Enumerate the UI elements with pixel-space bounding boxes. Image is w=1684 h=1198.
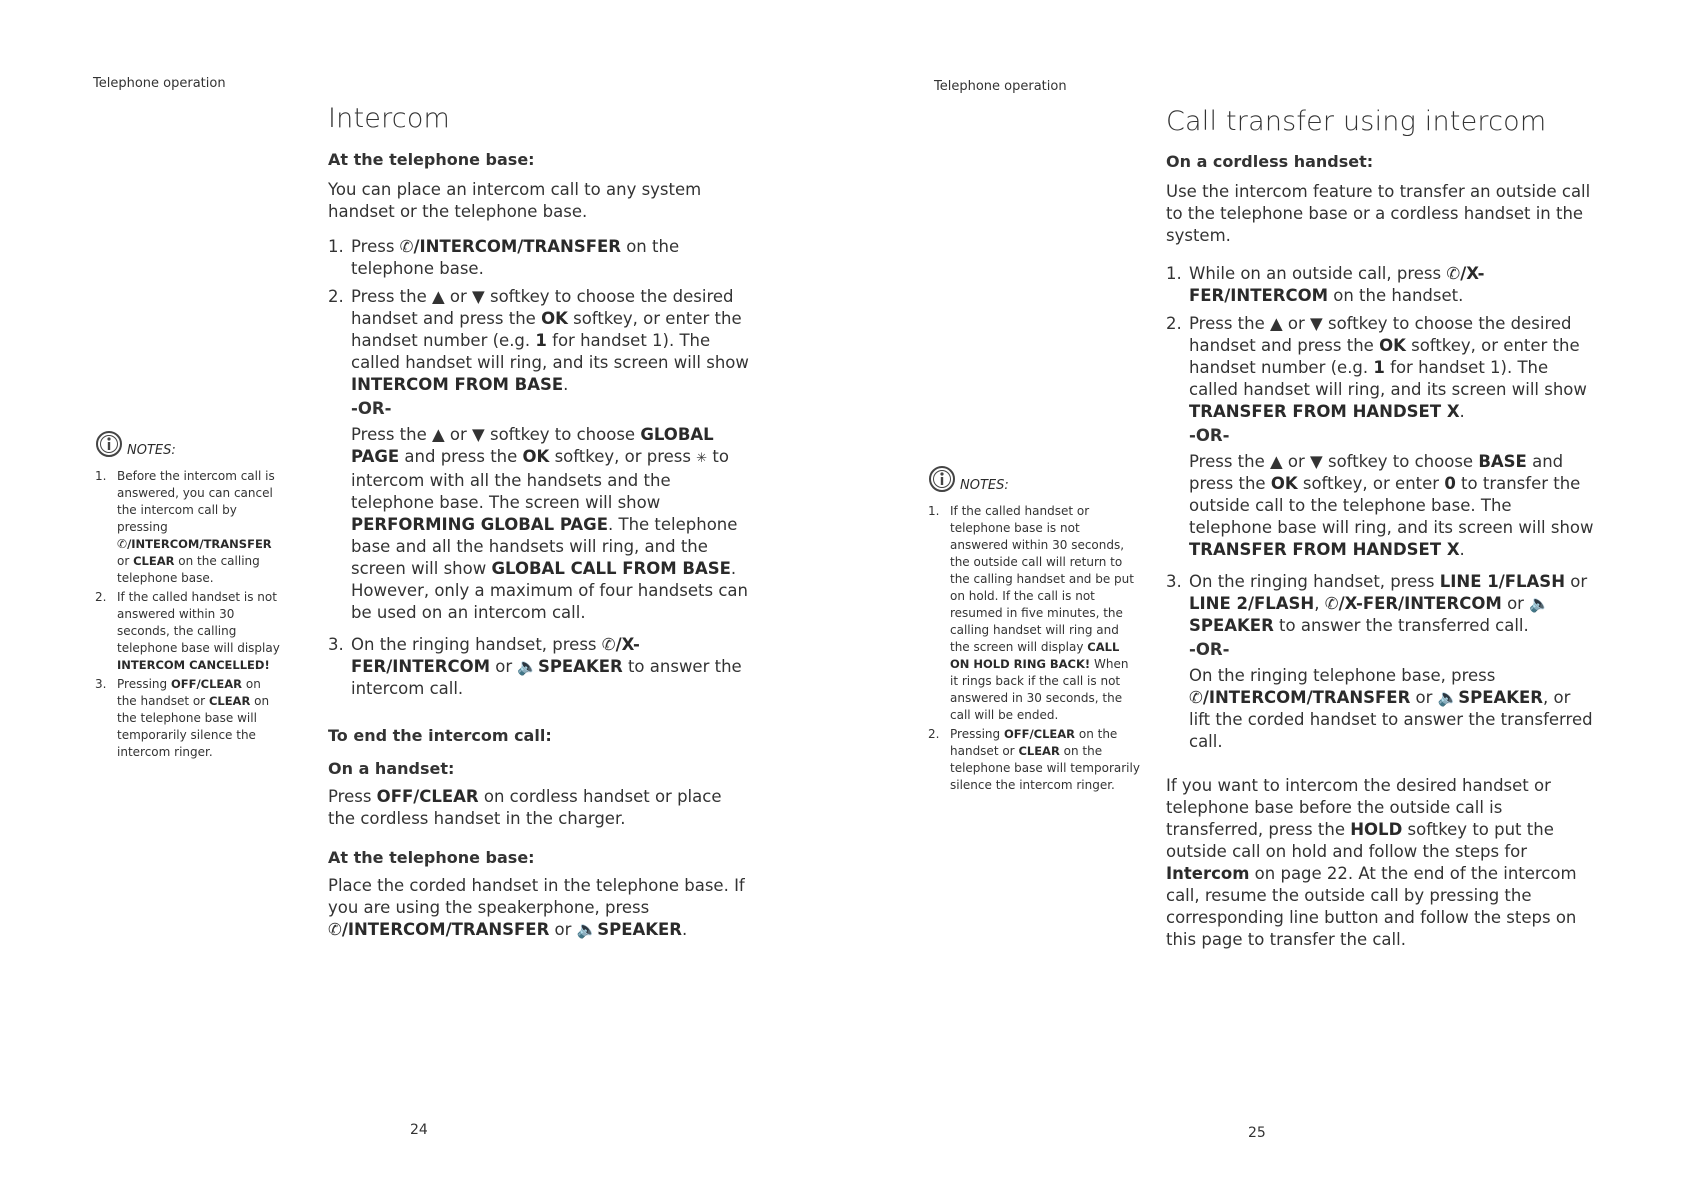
screen-message: PERFORMING GLOBAL PAGE — [351, 515, 608, 534]
notes-label: NOTES: — [127, 443, 176, 458]
text: to answer the transferred call. — [1273, 616, 1529, 635]
key-clear: CLEAR — [1018, 744, 1060, 758]
text: When it rings back if the call is not answered in 30 seconds, the call will be ended. — [950, 657, 1129, 722]
subheading-on-cordless-handset: On a cordless handset: — [1166, 152, 1374, 171]
screen-message: CALL ON HOLD RING BACK! — [950, 640, 1120, 671]
text: softkey to put the outside call on hold and follow the steps for — [1166, 820, 1554, 861]
step-number: 2. — [328, 287, 344, 306]
text: Press the ▲ or ▼ softkey to choose the desired handset and press the — [1189, 314, 1572, 355]
key-xfer-intercom: /X-FER/INTERCOM — [1189, 264, 1485, 305]
step-3 — [1166, 571, 1594, 753]
text: on the telephone base. — [351, 237, 680, 278]
text: Press the ▲ or ▼ softkey to choose — [1189, 452, 1479, 471]
step-3 — [328, 634, 753, 700]
base-answer-paragraph — [1189, 665, 1594, 753]
notes-header — [928, 465, 1140, 495]
text: . However, only a maximum of four handsets can be used on an intercom call. — [351, 559, 748, 622]
text: Press the ▲ or ▼ softkey to choose — [351, 425, 641, 444]
handset-icon: ✆ — [1189, 688, 1203, 707]
or-divider: -OR- — [351, 399, 392, 418]
text: or — [1501, 594, 1530, 613]
note-1 — [928, 503, 1140, 724]
right-section-title: Call transfer using intercom — [1166, 106, 1547, 137]
key-ok: OK — [522, 447, 550, 466]
text: Pressing — [950, 727, 1004, 741]
text: Press the ▲ or ▼ softkey to choose the desired handset and press the — [351, 287, 734, 328]
text: on the calling telephone base. — [117, 554, 260, 585]
text: softkey, or enter the handset number (e.g. — [351, 309, 742, 350]
text: to intercom with all the handsets and the telephone base. The screen will show — [351, 447, 729, 512]
right-notes — [928, 465, 1140, 796]
info-icon — [95, 430, 125, 460]
step-number: 2. — [1166, 314, 1182, 333]
text: . — [563, 375, 569, 394]
note-number: 2. — [928, 727, 940, 741]
step-number: 3. — [328, 635, 344, 654]
text: or — [549, 920, 577, 939]
step-2 — [328, 286, 753, 624]
handset-icon: ✆ — [399, 237, 414, 256]
left-running-header: Telephone operation — [93, 76, 226, 91]
key-line2-flash: LINE 2/FLASH — [1189, 594, 1315, 613]
text: or — [1410, 688, 1438, 707]
handset-icon: ✆ — [328, 920, 342, 939]
key-line1-flash: LINE 1/FLASH — [1439, 572, 1565, 591]
key-ok: OK — [1270, 474, 1298, 493]
text: or — [1565, 572, 1588, 591]
step-1 — [328, 236, 753, 280]
key-intercom-transfer: /INTERCOM/TRANSFER — [413, 237, 621, 256]
step-2 — [1166, 313, 1594, 561]
intercom-reference: Intercom — [1166, 864, 1250, 883]
text: On the ringing handset, press — [1189, 572, 1440, 591]
notes-header — [95, 430, 280, 460]
or-divider: -OR- — [1189, 426, 1230, 445]
handset-icon: ✆ — [1324, 594, 1339, 613]
text: Place the corded handset in the telephone base. If you are using the speakerphone, press — [328, 876, 745, 917]
note-1 — [95, 468, 280, 587]
text: While on an outside call, press — [1189, 264, 1447, 283]
screen-message: INTERCOM CANCELLED! — [117, 658, 270, 672]
text: Before the intercom call is answered, you can cancel the intercom call by pressing — [117, 469, 275, 534]
speaker-icon: 🔈 — [1529, 594, 1550, 613]
notes-list — [928, 503, 1140, 794]
text: to answer the intercom call. — [351, 657, 742, 698]
key-hold: HOLD — [1350, 820, 1403, 839]
key-xfer-intercom: /X-FER/INTERCOM — [351, 635, 640, 676]
key-speaker: SPEAKER — [1458, 688, 1543, 707]
key-clear: CLEAR — [133, 554, 175, 568]
key-off-clear: OFF/CLEAR — [376, 787, 479, 806]
key-ok: OK — [541, 309, 568, 328]
text: . — [1459, 540, 1465, 559]
handset-icon: ✆ — [117, 537, 128, 551]
key-speaker: SPEAKER — [537, 657, 623, 676]
text: Pressing — [117, 677, 171, 691]
left-notes — [95, 430, 280, 763]
text: On the ringing telephone base, press — [1189, 666, 1496, 685]
note-number: 1. — [95, 469, 107, 483]
note-number: 1. — [928, 504, 940, 518]
handset-icon: ✆ — [1446, 264, 1461, 283]
global-page-paragraph — [351, 424, 753, 624]
speaker-icon: 🔈 — [576, 920, 598, 939]
note-number: 3. — [95, 677, 107, 691]
option-base: BASE — [1478, 452, 1527, 471]
intro-paragraph: You can place an intercom call to any system handset or the telephone base. — [328, 180, 702, 221]
subheading-on-handset: On a handset: — [328, 759, 455, 778]
key-0: 0 — [1444, 474, 1456, 493]
left-section-title: Intercom — [328, 103, 451, 134]
left-main-column — [328, 150, 753, 941]
text: If the called handset or telephone base is not answered within 30 seconds, the outside call will return to the calling handset and be put on hold. If the call is not resumed in five minutes, the calling handset will ring and the screen will display — [950, 504, 1134, 654]
text: Press — [328, 787, 377, 806]
intercom-steps — [328, 236, 753, 700]
text: or — [490, 657, 518, 676]
text: and press the — [1189, 452, 1564, 493]
right-page-number: 25 — [1248, 1125, 1266, 1141]
text: on the handset or — [950, 727, 1118, 758]
text: . — [682, 920, 688, 939]
text: softkey, or enter — [1297, 474, 1445, 493]
text: on cordless handset or place the cordless handset in the charger. — [328, 787, 722, 828]
screen-message: GLOBAL CALL FROM BASE — [491, 559, 731, 578]
key-intercom-transfer: /INTERCOM/TRANSFER — [127, 537, 272, 551]
text: for handset 1). The called handset will ring, and its screen will show — [1189, 358, 1587, 399]
key-1: 1 — [535, 331, 547, 350]
text: on the handset. — [1328, 286, 1464, 305]
key-1: 1 — [1373, 358, 1385, 377]
step-number: 1. — [1166, 264, 1182, 283]
text: or — [117, 554, 134, 568]
text: Press — [351, 237, 400, 256]
key-xfer-intercom: /X-FER/INTERCOM — [1338, 594, 1502, 613]
end-on-handset-paragraph — [328, 786, 753, 830]
speaker-icon: 🔈 — [517, 657, 538, 676]
text: and press the — [399, 447, 523, 466]
note-2 — [928, 726, 1140, 794]
screen-message: TRANSFER FROM HANDSET X — [1189, 540, 1460, 559]
right-running-header: Telephone operation — [934, 79, 1067, 94]
notes-list — [95, 468, 280, 761]
text: on the handset or — [117, 677, 261, 708]
notes-label: NOTES: — [960, 478, 1009, 493]
key-speaker: SPEAKER — [597, 920, 682, 939]
screen-message: TRANSFER FROM HANDSET X — [1189, 402, 1460, 421]
speaker-icon: 🔈 — [1437, 688, 1459, 707]
text: to transfer the outside call to the telephone base. The telephone base will ring, and its screen will show — [1189, 474, 1594, 537]
step-number: 3. — [1166, 572, 1182, 591]
step-number: 1. — [328, 237, 344, 256]
step-1 — [1166, 263, 1594, 307]
or-divider: -OR- — [1189, 640, 1230, 659]
text: softkey, or enter the handset number (e.g. — [1189, 336, 1580, 377]
text: softkey, or press — [549, 447, 697, 466]
text: on page 22. At the end of the intercom call, resume the outside call by pressing the corresponding line button and follow the steps on this page to transfer the call. — [1166, 864, 1577, 949]
subheading-at-base-2: At the telephone base: — [328, 848, 535, 867]
transfer-steps — [1166, 263, 1594, 753]
note-2 — [95, 589, 280, 674]
subheading-at-base: At the telephone base: — [328, 150, 535, 169]
hold-instructions-paragraph — [1166, 775, 1594, 951]
text: . The telephone base and all the handsets will ring, and the screen will show — [351, 515, 738, 578]
key-intercom-transfer: /INTERCOM/TRANSFER — [341, 920, 550, 939]
key-clear: CLEAR — [208, 694, 251, 708]
note-number: 2. — [95, 590, 107, 604]
base-transfer-paragraph — [1189, 451, 1594, 561]
star-key-icon: ✳ — [696, 451, 708, 466]
key-intercom-transfer: /INTERCOM/TRANSFER — [1202, 688, 1411, 707]
info-icon — [928, 465, 958, 495]
key-ok: OK — [1379, 336, 1406, 355]
left-page-number: 24 — [410, 1122, 428, 1138]
text: on the telephone base will temporarily silence the intercom ringer. — [950, 744, 1140, 792]
key-off-clear: OFF/CLEAR — [1003, 727, 1076, 741]
text: , — [1314, 594, 1325, 613]
note-3 — [95, 676, 280, 761]
subheading-end-call: To end the intercom call: — [328, 726, 552, 745]
end-at-base-paragraph — [328, 875, 753, 941]
text: for handset 1). The called handset will ring, and its screen will show — [351, 331, 749, 372]
text: , or lift the corded handset to answer the transferred call. — [1189, 688, 1593, 751]
text: If you want to intercom the desired handset or telephone base before the outside call is transferred, press the — [1166, 776, 1551, 839]
intro-paragraph: Use the intercom feature to transfer an outside call to the telephone base or a cordless handset in the system. — [1166, 182, 1591, 245]
screen-message: INTERCOM FROM BASE — [351, 375, 564, 394]
option-global-page: GLOBAL PAGE — [351, 425, 714, 466]
text: on the telephone base will temporarily silence the intercom ringer. — [117, 694, 270, 759]
text: . — [1459, 402, 1465, 421]
text: If the called handset is not answered within 30 seconds, the calling telephone base will display — [117, 590, 280, 655]
key-off-clear: OFF/CLEAR — [170, 677, 243, 691]
text: On the ringing handset, press — [351, 635, 602, 654]
key-speaker: SPEAKER — [1189, 616, 1274, 635]
right-main-column — [1166, 152, 1594, 951]
handset-icon: ✆ — [601, 635, 616, 654]
